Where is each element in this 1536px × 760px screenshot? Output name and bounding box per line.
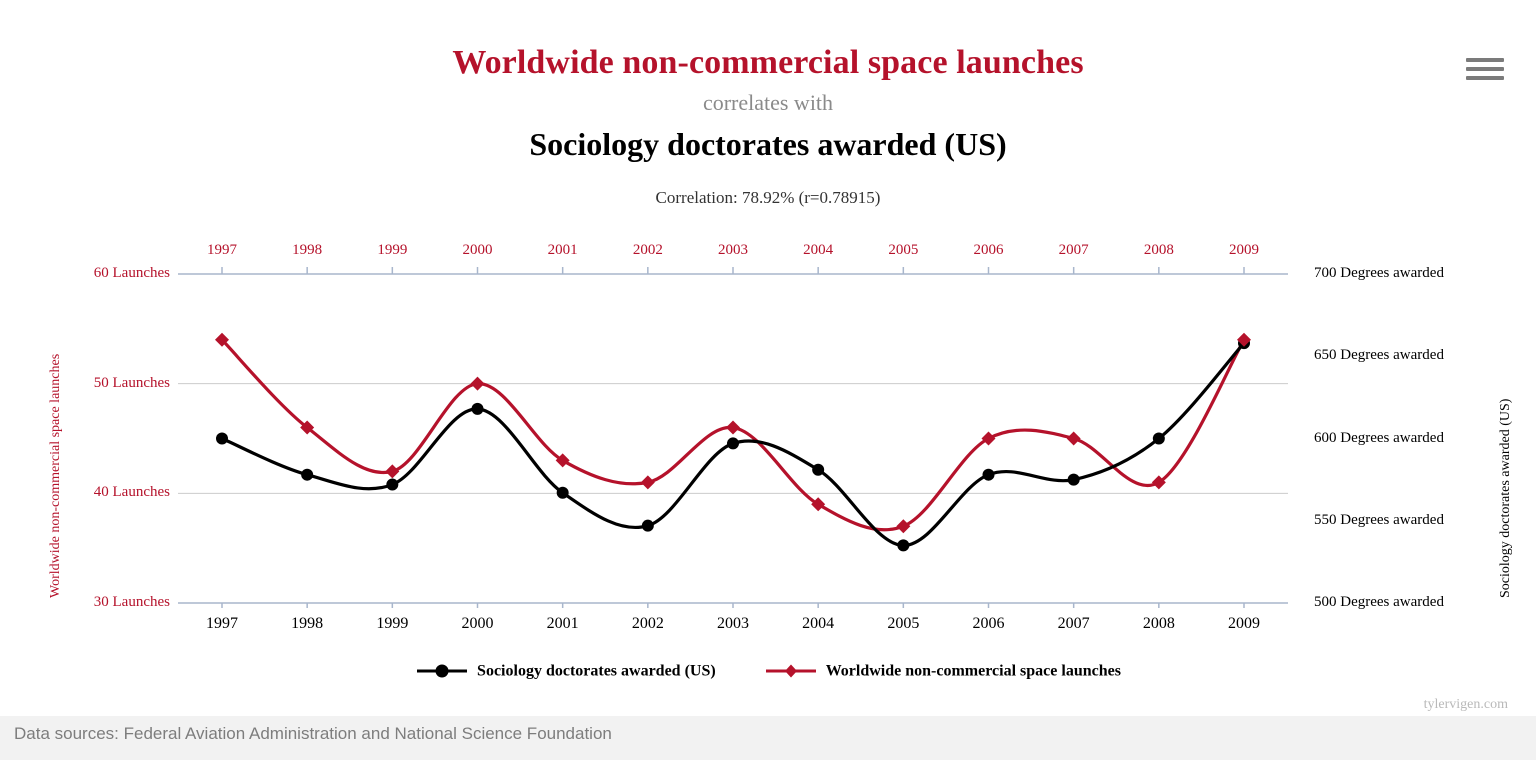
- bottom-axis-year-label: 2009: [1228, 615, 1260, 632]
- series-line-launches: [222, 340, 1244, 530]
- data-point-doctorates: [557, 487, 569, 499]
- data-point-doctorates: [727, 437, 739, 449]
- right-axis-tick-label: 700 Degrees awarded: [1314, 265, 1444, 281]
- legend-marker-diamond: [764, 663, 818, 679]
- top-axis-year-label: 2009: [1229, 242, 1259, 258]
- bottom-axis-year-label: 2000: [461, 615, 494, 632]
- right-axis-tick-label: 550 Degrees awarded: [1314, 511, 1444, 528]
- page-subtitle: Sociology doctorates awarded (US): [529, 126, 1007, 162]
- legend-marker-circle: [415, 663, 469, 679]
- top-axis-year-label: 2002: [632, 242, 663, 258]
- top-axis-year-label: 1998: [292, 242, 323, 258]
- left-axis-tick-label: 40 Launches: [93, 484, 170, 501]
- top-axis-year-label: 2003: [718, 242, 748, 258]
- watermark: tylervigen.com: [1423, 697, 1508, 712]
- right-axis-tick-label: 500 Degrees awarded: [1314, 594, 1444, 610]
- data-point-doctorates: [216, 433, 228, 445]
- page-title: Worldwide non-commercial space launches: [452, 44, 1084, 81]
- chart-legend: [0, 662, 1536, 680]
- data-point-launches: [896, 519, 910, 533]
- top-axis-year-label: 2008: [1143, 242, 1174, 258]
- top-axis-year-label: 1999: [377, 242, 408, 258]
- left-axis-tick-label: 50 Launches: [93, 374, 170, 391]
- correlation-value: Correlation: 78.92% (r=0.78915): [655, 188, 881, 207]
- bottom-axis-year-label: 2005: [887, 615, 920, 632]
- hamburger-menu-icon[interactable]: [1466, 58, 1504, 90]
- top-axis-year-label: 2006: [973, 242, 1004, 258]
- top-axis-year-label: 2001: [547, 242, 578, 258]
- left-axis-tick-label: 60 Launches: [93, 265, 170, 281]
- right-axis-title-text: Sociology doctorates awarded (US): [1498, 398, 1513, 598]
- bottom-axis-year-label: 2002: [631, 615, 664, 632]
- data-point-launches: [726, 421, 740, 435]
- top-axis-year-label: 2004: [803, 242, 834, 258]
- bottom-axis-year-label: 1997: [206, 615, 238, 632]
- top-axis-year-label: 2000: [462, 242, 493, 258]
- top-axis-year-label: 1997: [207, 242, 237, 258]
- legend-label-launches: Worldwide non-commercial space launches: [825, 662, 1121, 680]
- data-point-doctorates: [1153, 433, 1165, 445]
- data-point-doctorates: [812, 464, 824, 476]
- bottom-axis-year-label: 2008: [1142, 615, 1175, 632]
- bottom-axis-year-label: 1999: [376, 615, 409, 632]
- correlates-with-label: correlates with: [702, 90, 834, 115]
- data-point-launches: [471, 377, 485, 391]
- data-point-doctorates: [983, 469, 995, 481]
- data-point-doctorates: [642, 520, 654, 532]
- bottom-axis-year-label: 1998: [291, 615, 324, 632]
- left-axis-title: [30, 268, 63, 608]
- top-axis-year-label: 2005: [888, 242, 919, 258]
- top-axis-year-label: 2007: [1058, 242, 1089, 258]
- data-point-launches: [385, 464, 399, 478]
- data-point-launches: [1067, 432, 1081, 446]
- legend-item-doctorates[interactable]: [415, 662, 716, 680]
- data-point-launches: [641, 475, 655, 489]
- chart-plot-area: [178, 228, 1288, 608]
- bottom-axis-year-label: 2001: [546, 615, 579, 632]
- bottom-axis-year-label: 2007: [1057, 615, 1090, 632]
- data-point-doctorates: [1068, 474, 1080, 486]
- legend-label-doctorates: Sociology doctorates awarded (US): [477, 662, 716, 680]
- data-point-doctorates: [897, 539, 909, 551]
- data-point-doctorates: [386, 479, 398, 491]
- bottom-axis-year-label: 2003: [717, 615, 749, 632]
- data-sources-text: Data sources: Federal Aviation Administration and National Science Foundation: [14, 724, 612, 743]
- bottom-axis-year-label: 2006: [972, 615, 1005, 632]
- right-axis-tick-label: 600 Degrees awarded: [1314, 429, 1444, 446]
- bottom-axis-year-label: 2004: [802, 615, 835, 632]
- left-axis-title-text: Worldwide non-commercial space launches: [48, 353, 63, 598]
- right-axis-tick-label: 650 Degrees awarded: [1314, 347, 1444, 364]
- left-axis-tick-label: 30 Launches: [93, 594, 170, 610]
- data-point-doctorates: [472, 403, 484, 415]
- chart-svg: [178, 228, 1288, 608]
- data-point-doctorates: [301, 469, 313, 481]
- legend-item-launches[interactable]: [764, 662, 1121, 680]
